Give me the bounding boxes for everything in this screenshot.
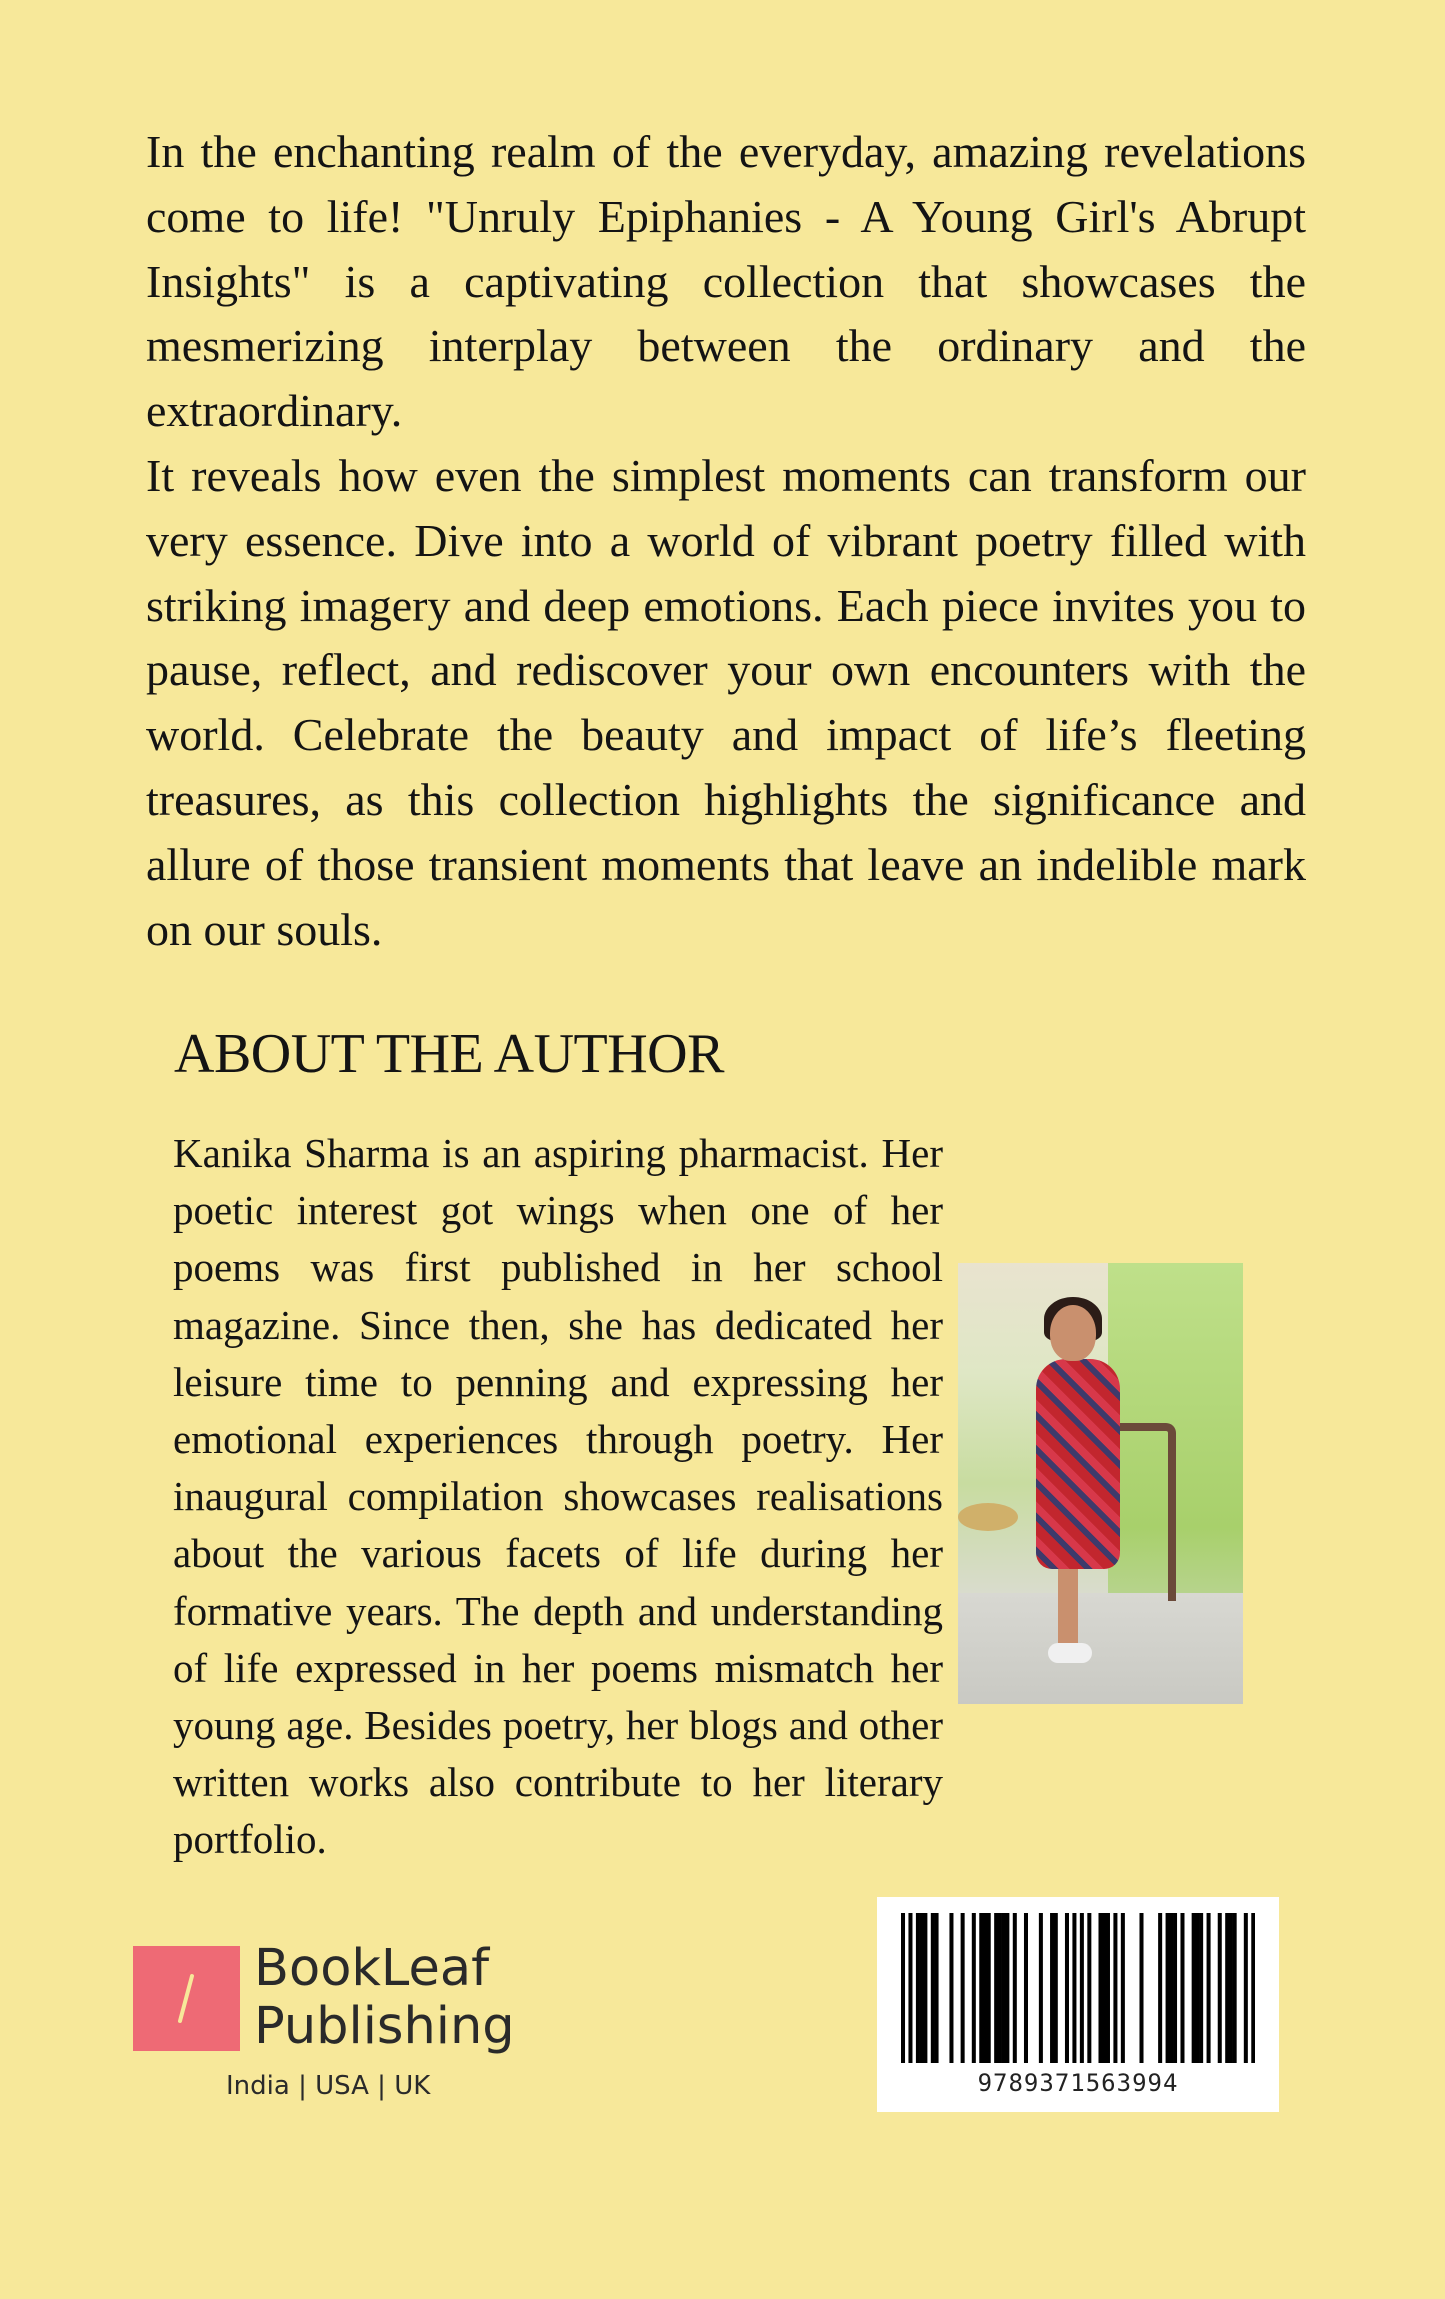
- publisher-logo: [133, 1939, 528, 2106]
- barcode-bar: [949, 1913, 953, 2063]
- barcode-bar: [1080, 1913, 1084, 2063]
- author-bio: Kanika Sharma is an aspiring pharmacist. Her poetic interest got wings when one of her poems was first published in her school magazine. Since then, she has dedicated her leisure time to penning and expressing her emotional experiences through poetry. Her inaugural compilation showcases realisations about the various facets of life during her formative years. The depth and understanding of life expressed in her poems mismatch her young age. Besides poetry, her blogs and other written works also contribute to her literary portfolio.: [173, 1130, 943, 1863]
- barcode-bar: [1050, 1913, 1054, 2063]
- barcode-bar: [1013, 1913, 1017, 2063]
- barcode-bar: [1139, 1913, 1143, 2063]
- barcode-bar: [1072, 1913, 1076, 2063]
- barcode-bar: [961, 1913, 965, 2063]
- barcode-bar: [923, 1913, 927, 2063]
- barcode-bar: [908, 1913, 912, 2063]
- barcode-bar: [1233, 1913, 1237, 2063]
- barcode-bar: [1173, 1913, 1177, 2063]
- blurb-paragraph-2: It reveals how even the simplest moments can transform our very essence. Dive into a world of vibrant poetry filled with striking imagery and deep emotions. Each piece invites you to pause, reflect, and rediscover your own encounters with the world. Celebrate the beauty and impact of life’s fleeting treasures, as this collection highlights the significance and allure of those transient moments that leave an indelible mark on our souls.: [146, 449, 1306, 955]
- barcode-bar: [1102, 1913, 1106, 2063]
- barcode-icon: [901, 1913, 1255, 2063]
- barcode-bar: [935, 1913, 939, 2063]
- barcode-bar: [1207, 1913, 1211, 2063]
- barcode-bar: [972, 1913, 976, 2063]
- barcode-bar: [1169, 1913, 1173, 2063]
- barcode-bar: [1199, 1913, 1203, 2063]
- author-photo: [958, 1263, 1243, 1704]
- barcode-bar: [994, 1913, 998, 2063]
- barcode-bar: [916, 1913, 920, 2063]
- barcode-bar: [1002, 1913, 1006, 2063]
- about-the-author-heading: ABOUT THE AUTHOR: [174, 1023, 724, 1085]
- isbn-number: 9789371563994: [977, 2069, 1179, 2097]
- barcode-bar: [1039, 1913, 1043, 2063]
- barcode-bar: [1195, 1913, 1199, 2063]
- publisher-name-line-2: Publishing: [254, 1997, 515, 2056]
- barcode-bar: [1005, 1913, 1009, 2063]
- back-cover-blurb: [146, 120, 1306, 962]
- barcode-bar: [1158, 1913, 1162, 2063]
- barcode-bar: [1098, 1913, 1102, 2063]
- barcode-bar: [987, 1913, 991, 2063]
- barcode-bar: [1225, 1913, 1229, 2063]
- barcode-bar: [1054, 1913, 1058, 2063]
- barcode-bar: [901, 1913, 905, 2063]
- barcode-bar: [1180, 1913, 1184, 2063]
- barcode-bar: [983, 1913, 987, 2063]
- barcode-bar: [920, 1913, 924, 2063]
- barcode-bar: [1244, 1913, 1248, 2063]
- publisher-name: [254, 1940, 515, 2056]
- publisher-regions: India | USA | UK: [226, 2071, 431, 2101]
- barcode-bar: [1192, 1913, 1196, 2063]
- barcode-bar: [998, 1913, 1002, 2063]
- barcode-bar: [1166, 1913, 1170, 2063]
- blurb-paragraph-1: In the enchanting realm of the everyday, amazing revelations come to life! "Unruly Epiphanies - A Young Girl's Abrupt Insights" is a captivating collection that showcases the mesmerizing interplay between the ordinary and the extraordinary.: [146, 126, 1306, 437]
- barcode-bar: [1229, 1913, 1233, 2063]
- barcode-bar: [1087, 1913, 1091, 2063]
- barcode-bar: [1106, 1913, 1110, 2063]
- barcode-bar: [1218, 1913, 1222, 2063]
- barcode-bar: [1024, 1913, 1028, 2063]
- publisher-name-line-1: BookLeaf: [254, 1939, 490, 1998]
- isbn-barcode: [877, 1897, 1279, 2112]
- barcode-bar: [1121, 1913, 1125, 2063]
- barcode-bar: [979, 1913, 983, 2063]
- barcode-bar: [1113, 1913, 1117, 2063]
- barcode-bar: [931, 1913, 935, 2063]
- slash-icon: [133, 1946, 240, 2051]
- barcode-bar: [1065, 1913, 1069, 2063]
- barcode-bar: [1251, 1913, 1255, 2063]
